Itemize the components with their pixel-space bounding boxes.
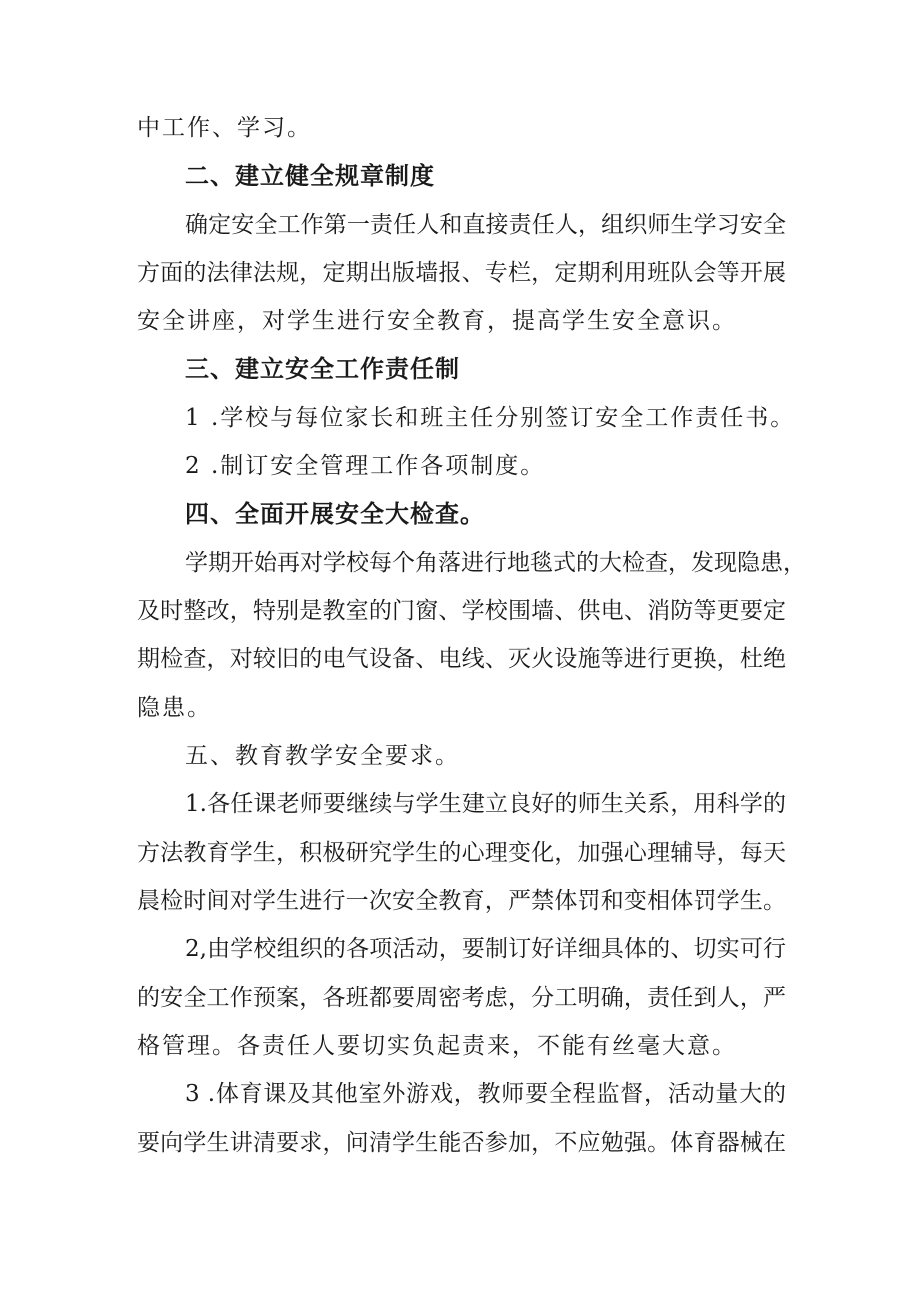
line-text: 确定安全工作第一责任人和直接责任人，组织师生学习安全 <box>185 212 786 238</box>
line-text: 格管理。各责任人要切实负起责来，不能有丝毫大意。 <box>137 1033 737 1059</box>
text-line <box>0 403 920 433</box>
text-line <box>0 838 920 868</box>
text-line <box>0 1031 920 1061</box>
line-text: 中工作、学习。 <box>137 115 312 141</box>
line-text: 1.各任课老师要继续与学生建立良好的师生关系，用科学的 <box>185 791 786 817</box>
text-line <box>0 886 920 916</box>
text-line <box>0 451 920 481</box>
section-heading-3 <box>0 354 920 384</box>
text-line <box>0 306 920 336</box>
line-text: 2,由学校组织的各项活动，要制订好详细具体的、切实可行 <box>185 936 786 962</box>
text-line <box>0 210 920 240</box>
line-text: 晨检时间对学生进行一次安全教育，严禁体罚和变相体罚学生。 <box>137 888 786 914</box>
line-text: 期检查，对较旧的电气设备、电线、灭火设施等进行更换，杜绝 <box>137 646 786 672</box>
section-heading-5 <box>0 741 920 771</box>
text-line <box>0 789 920 819</box>
line-text: 的安全工作预案，各班都要周密考虑，分工明确，责任到人，严 <box>137 985 786 1011</box>
text-line <box>0 258 920 288</box>
text-line <box>0 983 920 1013</box>
text-line <box>0 596 920 626</box>
line-text: 要向学生讲清要求，问清学生能否参加，不应勉强。体育器械在 <box>137 1130 786 1156</box>
text-line <box>0 1079 920 1109</box>
text-line <box>0 1128 920 1158</box>
line-text: 学期开始再对学校每个角落进行地毯式的大检查，发现隐患， <box>185 550 806 576</box>
text-line <box>0 934 920 964</box>
line-text: 3 .体育课及其他室外游戏，教师要全程监督，活动量大的 <box>185 1081 786 1107</box>
section-heading-2 <box>0 161 920 191</box>
line-text: 隐患。 <box>137 695 212 721</box>
text-line <box>0 644 920 674</box>
text-line <box>0 693 920 723</box>
line-text: 安全讲座，对学生进行安全教育，提高学生安全意识。 <box>137 308 737 334</box>
heading-text: 五、教育教学安全要求。 <box>185 743 460 769</box>
heading-text: 四、全面开展安全大检查。 <box>185 500 485 528</box>
text-line <box>0 113 920 143</box>
heading-text: 二、建立健全规章制度 <box>185 162 435 190</box>
line-text: 方面的法律法规，定期出版墙报、专栏，定期利用班队会等开展 <box>137 260 786 286</box>
line-text: 及时整改，特别是教室的门窗、学校围墙、供电、消防等更要定 <box>137 598 786 624</box>
text-line <box>0 548 920 578</box>
section-heading-4 <box>0 499 920 529</box>
line-text: 方法教育学生，积极研究学生的心理变化，加强心理辅导，每天 <box>137 840 786 866</box>
line-text: 1 .学校与每位家长和班主任分别签订安全工作责任书。 <box>185 405 796 431</box>
heading-text: 三、建立安全工作责任制 <box>185 355 460 383</box>
line-text: 2 .制订安全管理工作各项制度。 <box>185 453 546 479</box>
